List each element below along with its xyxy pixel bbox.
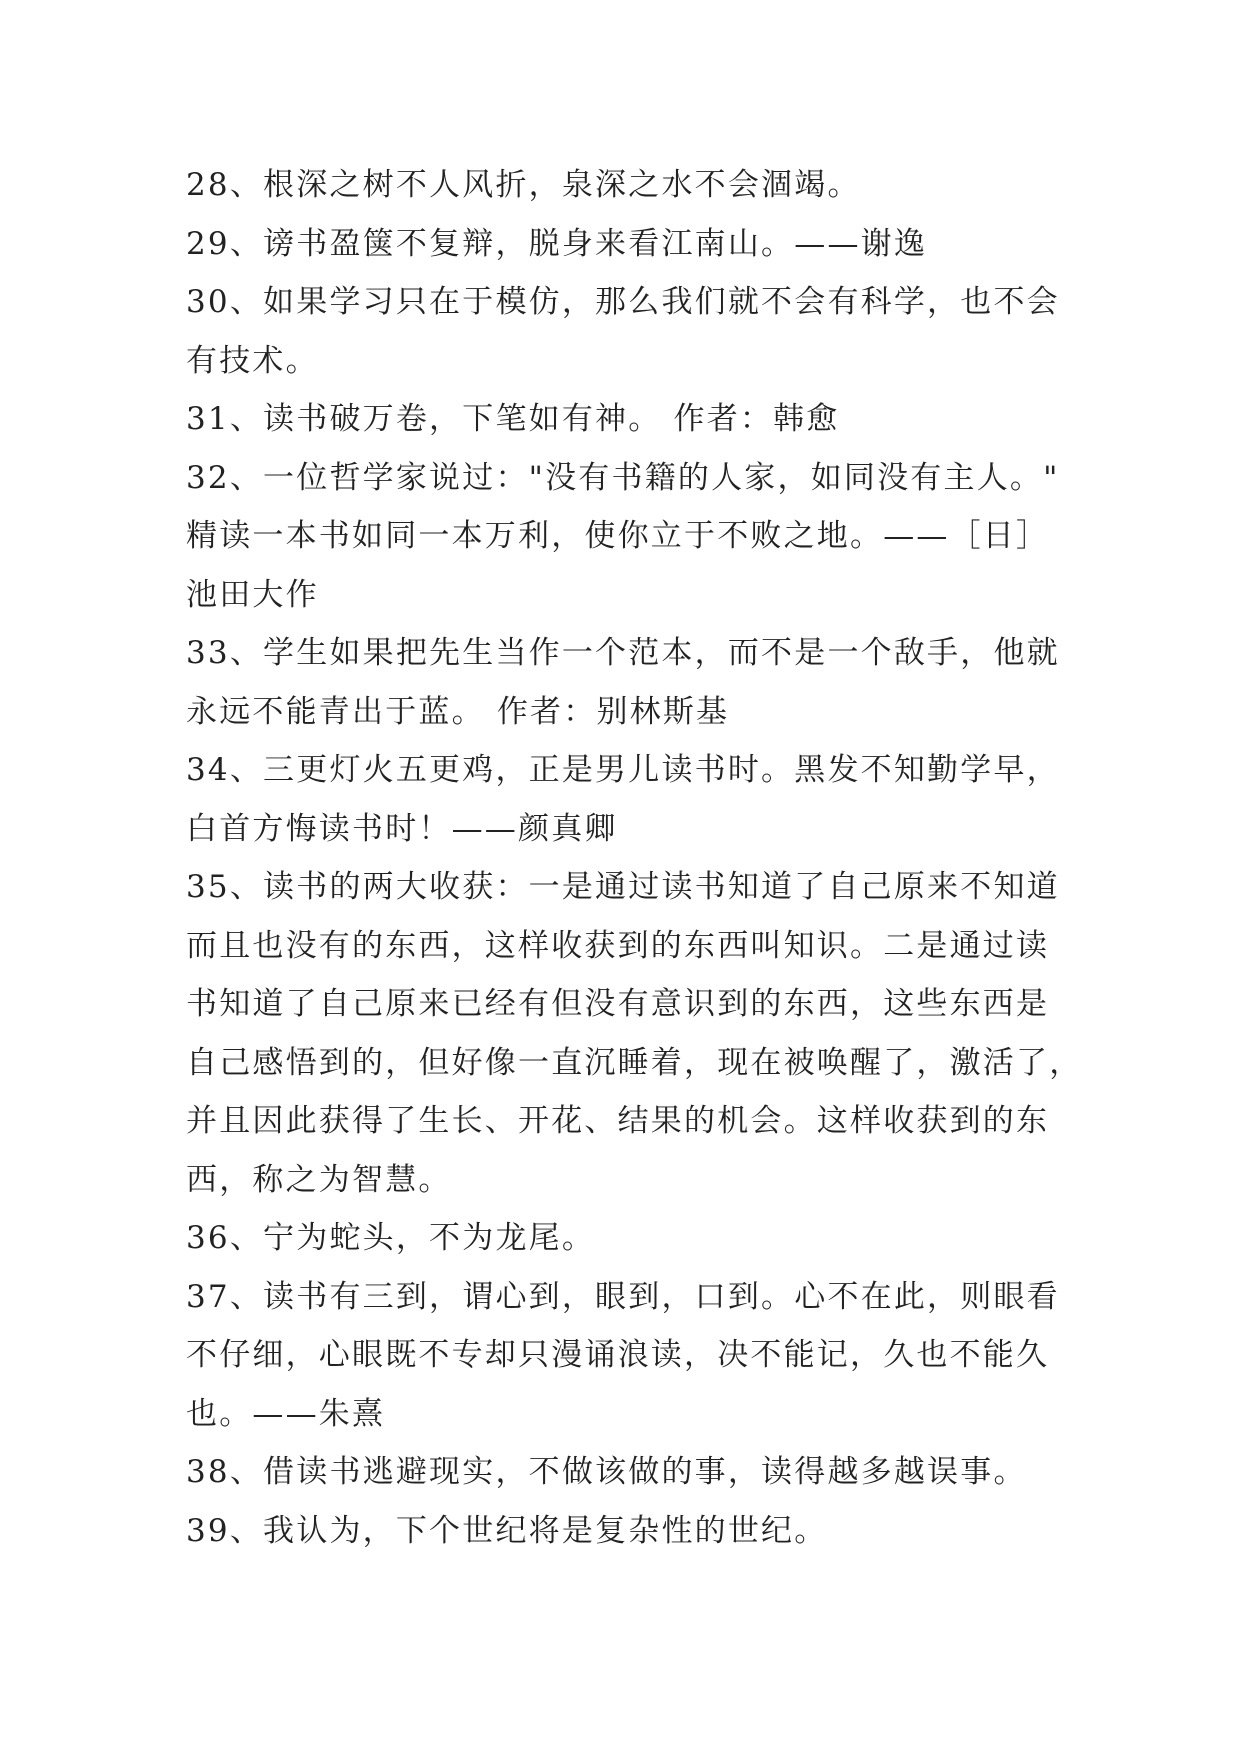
text-line: 有技术。 — [186, 342, 319, 379]
text-line: 也。——朱熹 — [186, 1395, 386, 1432]
text-line: 而且也没有的东西，这样收获到的东西叫知识。二是通过读 — [186, 927, 1050, 964]
text-line: 36、宁为蛇头，不为龙尾。 — [186, 1220, 596, 1256]
text-line: 32、一位哲学家说过："没有书籍的人家，如同没有主人。" — [186, 459, 1060, 496]
text-line: 池田大作 — [186, 576, 319, 613]
text-line: 37、读书有三到，谓心到，眼到，口到。心不在此，则眼看 — [186, 1278, 1060, 1315]
text-line: 38、借读书逃避现实，不做该做的事，读得越多越误事。 — [186, 1454, 1027, 1490]
text-line: 33、学生如果把先生当作一个范本，而不是一个敌手，他就 — [186, 635, 1060, 671]
text-line: 39、我认为，下个世纪将是复杂性的世纪。 — [186, 1512, 828, 1549]
text-line: 书知道了自己原来已经有但没有意识到的东西，这些东西是 — [186, 986, 1050, 1022]
text-line: 29、谤书盈箧不复辩，脱身来看江南山。——谢逸 — [186, 225, 928, 262]
text-line: 31、读书破万卷，下笔如有神。 作者：韩愈 — [186, 401, 840, 437]
text-line: 并且因此获得了生长、开花、结果的机会。这样收获到的东 — [186, 1103, 1050, 1139]
text-line: 白首方悔读书时！——颜真卿 — [186, 810, 618, 847]
text-line: 35、读书的两大收获：一是通过读书知道了自己原来不知道 — [186, 869, 1060, 905]
text-line: 永远不能青出于蓝。 作者：别林斯基 — [186, 693, 730, 730]
text-line: 自己感悟到的，但好像一直沉睡着，现在被唤醒了，激活了， — [186, 1044, 1083, 1081]
document-body — [186, 156, 1083, 1560]
text-line: 精读一本书如同一本万利，使你立于不败之地。——［日］ — [186, 518, 1050, 554]
text-line: 不仔细，心眼既不专却只漫诵浪读，决不能记，久也不能久 — [186, 1337, 1050, 1373]
text-line: 30、如果学习只在于模仿，那么我们就不会有科学，也不会 — [186, 284, 1060, 320]
text-line: 西，称之为智慧。 — [186, 1161, 452, 1198]
text-line: 28、根深之树不人风折，泉深之水不会涸竭。 — [186, 167, 861, 203]
text-line: 34、三更灯火五更鸡，正是男儿读书时。黑发不知勤学早， — [186, 752, 1060, 788]
